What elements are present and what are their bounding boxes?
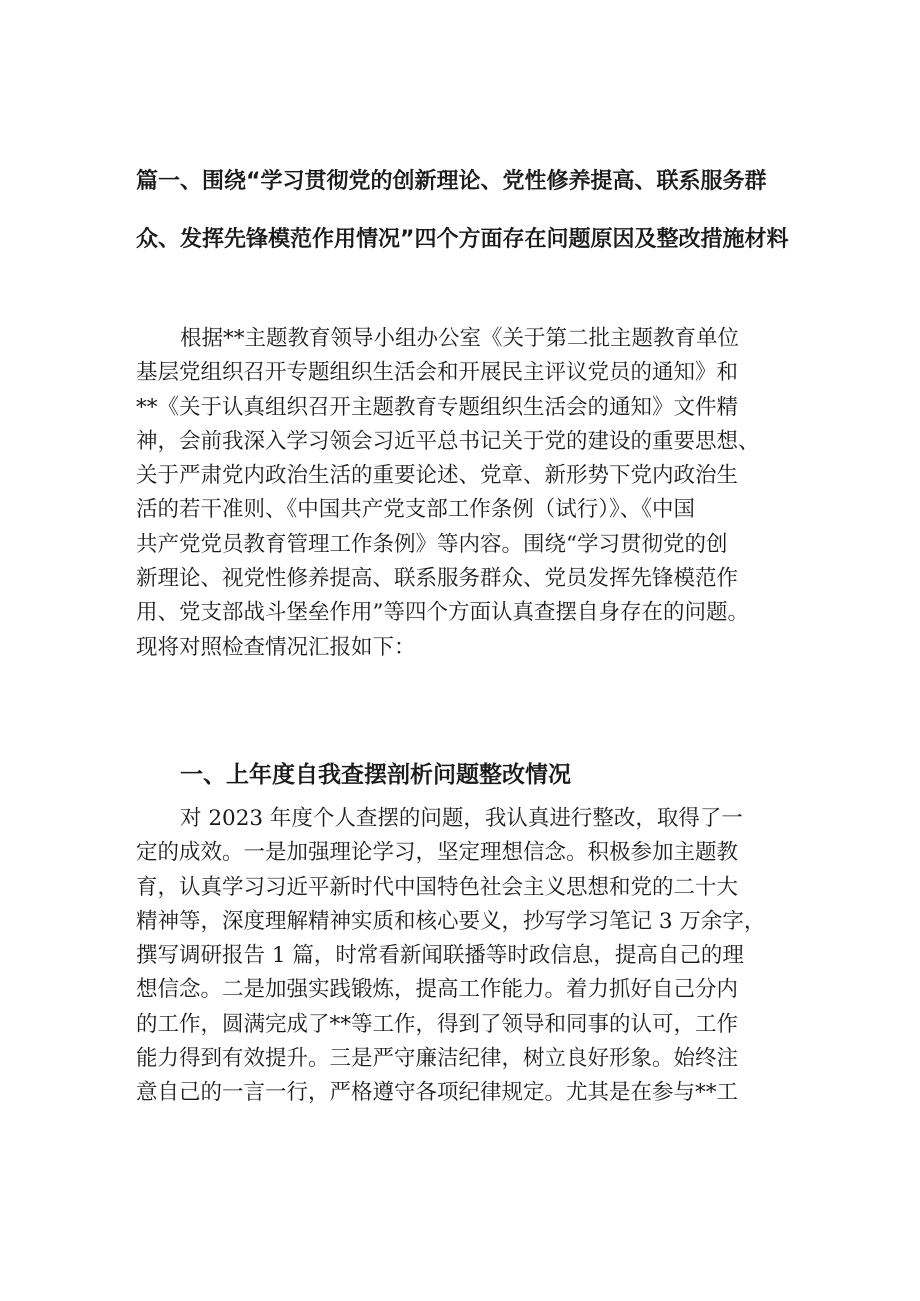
paragraph-line: 对 2023 年度个人查摆的问题，我认真进行整改，取得了一 xyxy=(180,806,743,831)
paragraph-line: 现将对照检查情况汇报如下： xyxy=(136,634,416,660)
paragraph-line: 意自己的一言一行，严格遵守各项纪律规定。尤其是在参与**工 xyxy=(136,1080,739,1106)
intro-paragraph xyxy=(136,322,796,665)
document-title xyxy=(136,160,796,262)
paragraph-line: 想信念。二是加强实践锻炼，提高工作能力。着力抓好自己分内 xyxy=(136,977,739,1003)
paragraph-line: 共产党党员教育管理工作条例》等内容。围绕“学习贯彻党的创 xyxy=(136,531,728,557)
paragraph-line: 能力得到有效提升。三是严守廉洁纪律，树立良好形象。始终注 xyxy=(136,1046,739,1072)
paragraph-line: 神，会前我深入学习领会习近平总书记关于党的建设的重要思想、 xyxy=(136,428,760,454)
paragraph-line: 关于严肃党内政治生活的重要论述、党章、新形势下党内政治生 xyxy=(136,463,739,489)
paragraph-line: 精神等，深度理解精神实质和核心要义，抄写学习笔记 3 万余字， xyxy=(136,908,766,934)
section-paragraph xyxy=(136,802,796,1111)
title-line-1: 篇一、围绕“学习贯彻党的创新理论、党性修养提高、联系服务群 xyxy=(136,169,767,194)
paragraph-line: 活的若干准则、《中国共产党支部工作条例（试行）》、《中国 xyxy=(136,497,696,523)
paragraph-line: 用、党支部战斗堡垒作用”等四个方面认真查摆自身存在的问题。 xyxy=(136,600,749,626)
section-heading: 一、上年度自我查摆剖析问题整改情况 xyxy=(180,762,571,788)
paragraph-line: 定的成效。一是加强理论学习，坚定理想信念。积极参加主题教 xyxy=(136,840,739,866)
paragraph-line: 撰写调研报告 1 篇，时常看新闻联播等时政信息，提高自己的理 xyxy=(136,943,744,969)
paragraph-line: 的工作，圆满完成了**等工作，得到了领导和同事的认可，工作 xyxy=(136,1011,739,1037)
paragraph-line: 根据**主题教育领导小组办公室《关于第二批主题教育单位 xyxy=(180,326,740,351)
paragraph-line: 基层党组织召开专题组织生活会和开展民主评议党员的通知》和 xyxy=(136,360,739,386)
paragraph-line: 育，认真学习习近平新时代中国特色社会主义思想和党的二十大 xyxy=(136,874,739,900)
paragraph-line: **《关于认真组织召开主题教育专题组织生活会的通知》文件精 xyxy=(136,394,739,420)
title-line-2: 众、发挥先锋模范作用情况”四个方面存在问题原因及整改措施材料 xyxy=(136,227,789,252)
paragraph-line: 新理论、视党性修养提高、联系服务群众、党员发挥先锋模范作 xyxy=(136,566,739,592)
